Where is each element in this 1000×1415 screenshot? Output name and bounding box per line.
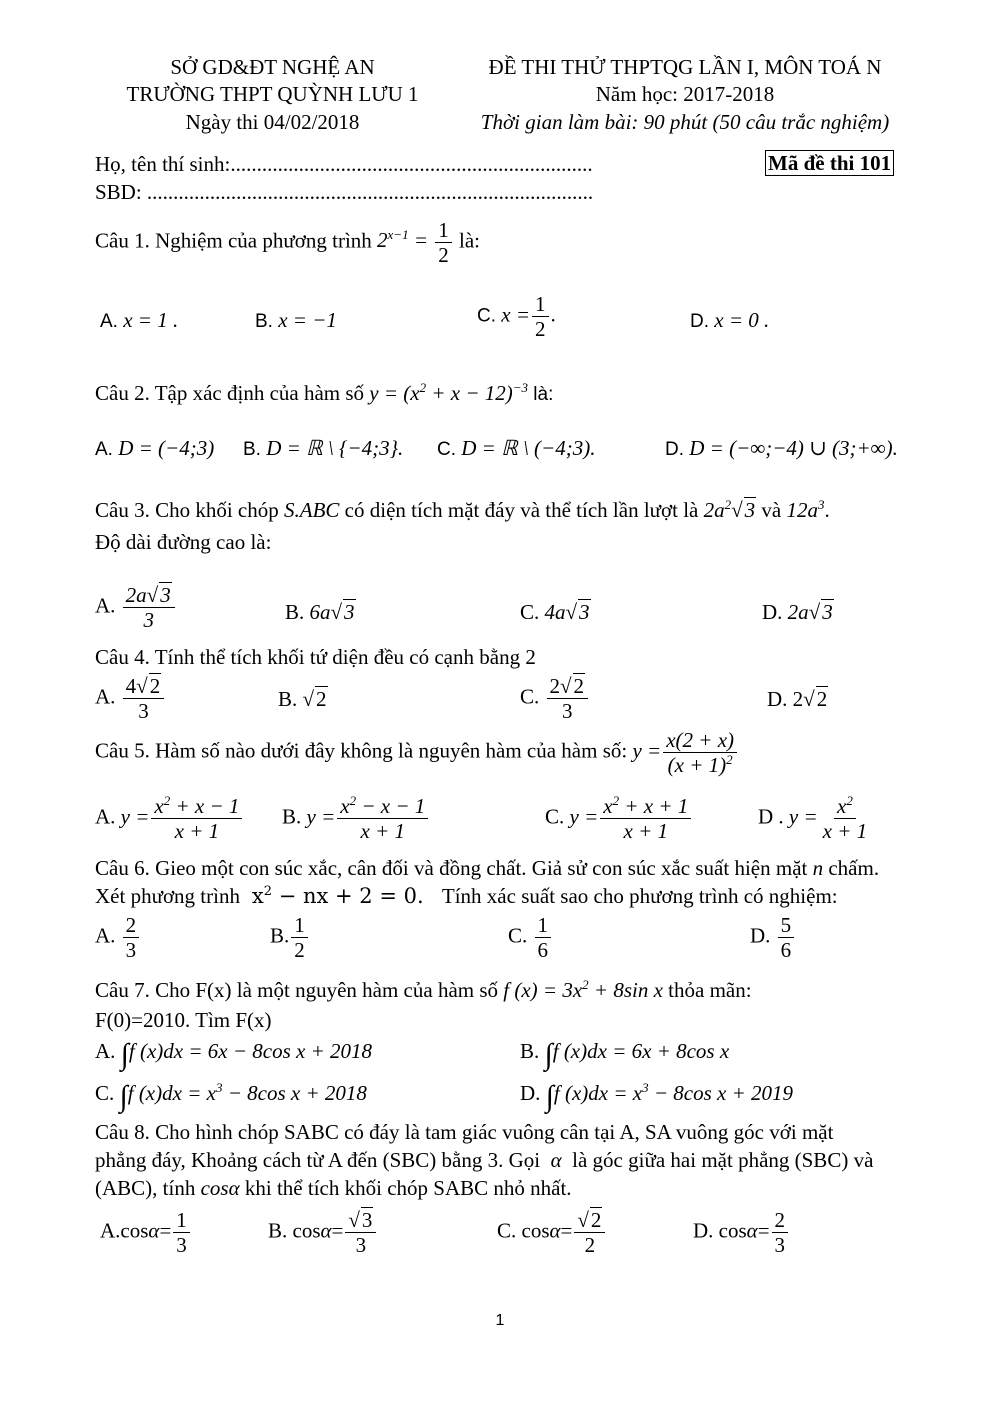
- q4-option-a[interactable]: A. $\frac{4√2}{3}$: [95, 674, 166, 723]
- q5-option-c[interactable]: C. y = $\frac{x^2 + x + 1}{x + 1}$: [545, 794, 693, 843]
- student-name-line: Họ, tên thí sinh:.....................................................................: [95, 152, 593, 176]
- q2-option-c[interactable]: C. D = ℝ \ (−4;3).: [437, 436, 596, 460]
- question-3-line2: Độ dài đường cao là:: [95, 530, 272, 554]
- question-7: Câu 7. Cho F(x) là một nguyên hàm của hàm số f $(x) = 3x^2 + 8\sin$ x thỏa mãn:: [95, 977, 752, 1002]
- question-3: Câu 3. Cho khối chóp S.ABC có diện tích mặt đáy và thể tích lần lượt là $2a^2√3$ và $12a^3$.: [95, 497, 830, 522]
- exam-code-box: Mã đề thi 101: [765, 151, 894, 176]
- q8-option-c[interactable]: C. cosα= $\frac{√2}{2}$: [497, 1208, 607, 1257]
- q7-option-a[interactable]: A. ∫f (x)dx = 6x − 8cos x + 2018: [95, 1038, 373, 1071]
- q6-option-c[interactable]: C. $\frac{1}{6}$: [508, 913, 553, 962]
- q1-option-d[interactable]: D. x = 0 .: [690, 308, 770, 332]
- header-school-year: Năm học: 2017-2018: [595, 82, 775, 106]
- header-org: SỞ GD&ĐT NGHỆ AN: [170, 55, 375, 79]
- question-4: Câu 4. Tính thể tích khối tứ diện đều có cạnh bằng 2: [95, 645, 536, 669]
- q5-option-a[interactable]: A. y = $\frac{x^2 + x - 1}{x + 1}$: [95, 794, 244, 843]
- question-1: Câu 1. Nghiệm của phương trình $2^{x-1}$ = $\frac{1}{2}$ là:: [95, 218, 480, 268]
- q4-option-c[interactable]: C. $\frac{2√2}{3}$: [520, 674, 590, 723]
- q8-option-a[interactable]: A.cosα= $\frac{1}{3}$: [100, 1208, 192, 1257]
- student-sbd-line: SBD: .....................................................................................: [95, 180, 594, 204]
- question-2: Câu 2. Tập xác định của hàm số $y = (x^2 + x - 12)^{-3}$ là:: [95, 380, 554, 405]
- q3-option-c[interactable]: C. 4a√3: [520, 600, 590, 624]
- header-exam-title: ĐỀ THI THỬ THPTQG LẦN I, MÔN TOÁ N: [488, 55, 882, 79]
- q7-option-c[interactable]: C. ∫f $(x)dx = x^3 - 8\cos$ x + 2018: [95, 1080, 367, 1113]
- q3-option-a[interactable]: A. $\frac{2a√3}{3}$: [95, 583, 177, 632]
- q3-option-d[interactable]: D. 2a√3: [762, 600, 833, 624]
- q1-option-c[interactable]: C. x = $\frac{1}{2}$ .: [477, 292, 556, 342]
- question-8-line2: phẳng đáy, Khoảng cách từ A đến (SBC) bằng 3. Gọi α là góc giữa hai mặt phẳng (SBC) và: [95, 1148, 874, 1172]
- question-6: Câu 6. Gieo một con súc xắc, cân đối và đồng chất. Giả sử con súc xắc suất hiện mặt n chấm.: [95, 856, 880, 880]
- q4-option-d[interactable]: D. 2√2: [767, 687, 828, 711]
- q2-option-d[interactable]: D. D = (−∞;−4) ∪ (3;+∞).: [665, 436, 898, 460]
- q1-option-b[interactable]: B. x = −1: [255, 308, 337, 332]
- question-6-line2: Xét phương trình $x^2$ − nx + 2 = 0. Tính xác suất sao cho phương trình có nghiệm:: [95, 884, 838, 908]
- q6-option-b[interactable]: B. $\frac{1}{2}$: [270, 913, 310, 962]
- q7-option-d[interactable]: D. ∫f $(x)dx = x^3 - 8\cos$ x + 2019: [520, 1080, 794, 1113]
- q6-option-d[interactable]: D. $\frac{5}{6}$: [750, 913, 796, 962]
- page-number: 1: [495, 1312, 505, 1329]
- q5-option-d[interactable]: D . y = $\frac{x^2}{x + 1}$: [758, 793, 868, 844]
- q1-option-a[interactable]: A. x = 1 .: [100, 308, 179, 332]
- q7-option-b[interactable]: B. ∫f (x)dx = 6x + 8cos x: [520, 1038, 730, 1071]
- q8-option-b[interactable]: B. cosα= $\frac{√3}{3}$: [268, 1208, 378, 1257]
- q5-option-b[interactable]: B. y = $\frac{x^2 - x - 1}{x + 1}$: [282, 794, 430, 843]
- q6-option-a[interactable]: A. $\frac{2}{3}$: [95, 913, 141, 962]
- q2-option-a[interactable]: A. D = (−4;3): [95, 436, 215, 460]
- q4-option-b[interactable]: B. √2: [278, 687, 327, 711]
- q3-option-b[interactable]: B. 6a√3: [285, 600, 355, 624]
- q8-option-d[interactable]: D. cosα= $\frac{2}{3}$: [693, 1208, 790, 1257]
- question-8: Câu 8. Cho hình chóp SABC có đáy là tam giác vuông cân tại A, SA vuông góc với mặt: [95, 1120, 834, 1144]
- header-school: TRƯỜNG THPT QUỲNH LƯU 1: [126, 82, 419, 106]
- header-date: Ngày thi 04/02/2018: [185, 110, 360, 134]
- question-8-line3: (ABC), tính cosα khi thể tích khối chóp SABC nhỏ nhất.: [95, 1176, 572, 1200]
- q2-option-b[interactable]: B. D = ℝ \ {−4;3}.: [243, 436, 404, 460]
- question-7-line2: F(0)=2010. Tìm F(x): [95, 1008, 272, 1032]
- header-duration: Thời gian làm bài: 90 phút (50 câu trắc nghiệm): [480, 110, 890, 134]
- question-5: Câu 5. Hàm số nào dưới đây không là nguyên hàm của hàm số: y = $\frac{x(2 + x)}{(x + 1)^2}$: [95, 728, 739, 777]
